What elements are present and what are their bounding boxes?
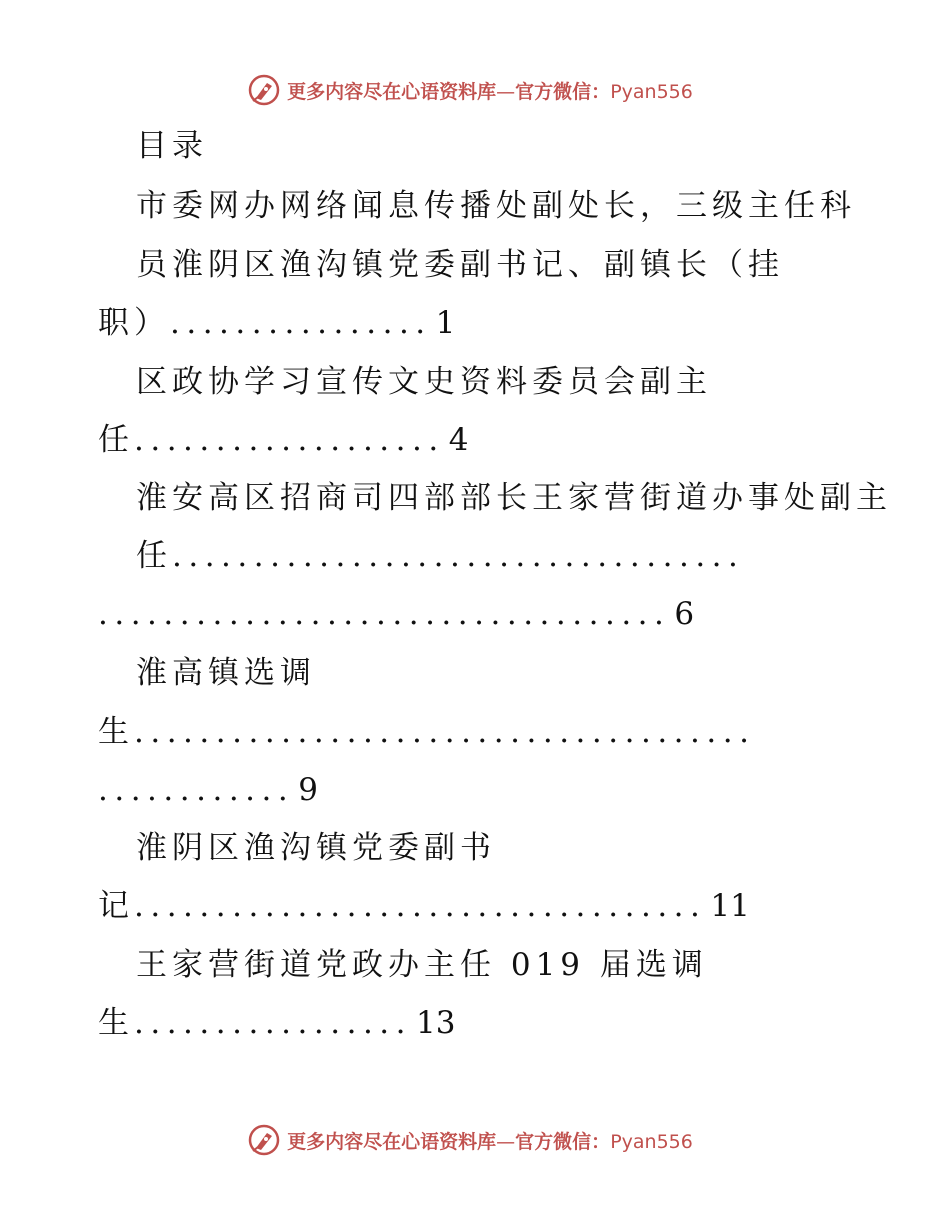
banner-wechat-label: 官方微信： — [515, 1130, 611, 1153]
pen-nib-logo-icon — [247, 73, 281, 107]
banner-wechat-label: 官方微信： — [515, 80, 611, 103]
banner-separator: — — [496, 80, 516, 103]
banner-separator: — — [496, 1130, 516, 1153]
toc-entry-2-text: 任 — [98, 422, 134, 458]
toc-entry-2-leader: ................... — [134, 422, 445, 458]
toc-entry-3-text: 任 — [136, 538, 172, 574]
toc-title: 目录 — [136, 128, 208, 164]
toc-entry-4-text: 生 — [98, 714, 134, 750]
toc-entry-3-line-1: 淮安高区招商司四部部长王家营街道办事处副主 — [136, 480, 892, 516]
banner-text — [287, 1127, 693, 1154]
toc-entry-3-line-3 — [98, 594, 694, 634]
toc-entry-1-line-2: 员淮阴区渔沟镇党委副书记、副镇长（挂 — [136, 247, 784, 283]
toc-entry-1-leader: ................ — [170, 305, 432, 341]
toc-entry-2-line-1: 区政协学习宣传文史资料委员会副主 — [136, 364, 712, 400]
toc-entry-5-line-2 — [98, 886, 750, 926]
toc-entry-4-line-2 — [98, 712, 755, 752]
toc-entry-5-text: 记 — [98, 888, 134, 924]
toc-entry-1-line-3 — [98, 303, 455, 343]
toc-entry-1-text: 职） — [98, 305, 170, 341]
toc-entry-4-line-3 — [98, 770, 318, 810]
toc-entry-4-line-1: 淮高镇选调 — [136, 655, 316, 691]
toc-entry-6-line-2 — [98, 1003, 455, 1043]
banner-text — [287, 77, 693, 104]
toc-entry-6-line-1: 王家营街道党政办主任 019 届选调 — [136, 947, 708, 983]
toc-entry-2-page: 4 — [448, 422, 469, 458]
banner-wechat-id: Pyan556 — [610, 80, 693, 103]
footer-banner — [0, 1120, 950, 1160]
toc-entry-3-line-2 — [136, 536, 744, 576]
toc-entry-4-page: 9 — [298, 772, 318, 808]
banner-main: 更多内容尽在心语资料库 — [287, 1130, 497, 1153]
toc-entry-6-page: 13 — [416, 1005, 456, 1041]
toc-entry-4-leader: ...................................... — [134, 714, 756, 750]
toc-entry-6-leader: ................. — [134, 1005, 413, 1041]
toc-entry-5-line-1: 淮阴区渔沟镇党委副书 — [136, 830, 496, 866]
toc-entry-1-line-1: 市委网办网络闻息传播处副处长，三级主任科 — [136, 188, 856, 224]
toc-entry-6-text: 生 — [98, 1005, 134, 1041]
banner-content — [247, 1123, 693, 1157]
banner-content — [247, 73, 693, 107]
toc-entry-4-leader-2: ............ — [98, 772, 295, 808]
toc-entry-3-page: 6 — [674, 596, 695, 632]
toc-entry-5-page: 11 — [710, 888, 750, 924]
banner-wechat-id: Pyan556 — [610, 1130, 693, 1153]
toc-entry-2-line-2 — [98, 420, 468, 460]
header-banner — [0, 70, 950, 110]
toc-entry-1-page: 1 — [435, 305, 456, 341]
banner-main: 更多内容尽在心语资料库 — [287, 80, 497, 103]
toc-entry-5-leader: ................................... — [134, 888, 707, 924]
pen-nib-logo-icon — [247, 1123, 281, 1157]
toc-entry-3-leader-2: ................................... — [98, 596, 671, 632]
toc-entry-3-leader: ................................... — [172, 538, 745, 574]
